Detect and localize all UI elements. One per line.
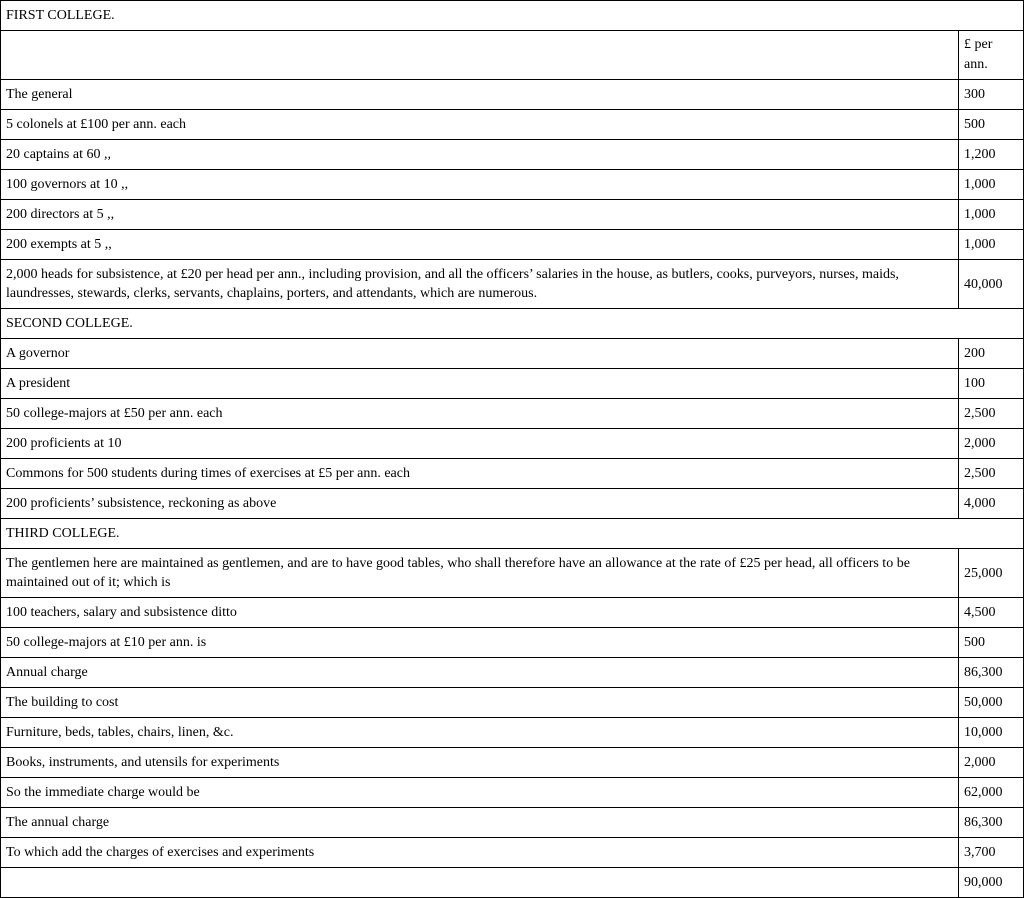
item-description: The building to cost [1,688,959,718]
item-amount: 2,500 [959,399,1024,429]
item-amount: 4,000 [959,489,1024,519]
item-amount: 10,000 [959,718,1024,748]
table-row [1,339,1024,369]
unit-currency-label: £ per [964,37,993,52]
section-title-row [1,519,1024,549]
item-amount: 40,000 [959,260,1024,309]
table-row [1,110,1024,140]
item-amount: 1,000 [959,200,1024,230]
summary-row [1,838,1024,868]
item-amount: 50,000 [959,688,1024,718]
table-row [1,170,1024,200]
section-title-row [1,1,1024,31]
section-title: SECOND COLLEGE. [1,309,1024,339]
item-description: 200 proficients’ subsistence, reckoning as above [1,489,959,519]
item-description: A governor [1,339,959,369]
item-description: 50 college-majors at £50 per ann. each [1,399,959,429]
item-amount: 500 [959,110,1024,140]
item-description: 5 colonels at £100 per ann. each [1,110,959,140]
item-description: Commons for 500 students during times of exercises at £5 per ann. each [1,459,959,489]
item-description: 100 teachers, salary and subsistence ditto [1,598,959,628]
summary-row [1,748,1024,778]
table-row [1,598,1024,628]
item-description: To which add the charges of exercises and experiments [1,838,959,868]
item-description: A president [1,369,959,399]
unit-header-blank-cell [1,31,959,80]
item-amount: 86,300 [959,658,1024,688]
summary-row [1,658,1024,688]
item-amount: 2,500 [959,459,1024,489]
table-row [1,628,1024,658]
item-description: The general [1,80,959,110]
item-amount: 1,200 [959,140,1024,170]
item-amount: 500 [959,628,1024,658]
item-amount: 100 [959,369,1024,399]
table-row [1,80,1024,110]
section-title-row [1,309,1024,339]
summary-row [1,808,1024,838]
unit-header-cell [959,31,1024,80]
item-amount: 1,000 [959,170,1024,200]
table-row [1,369,1024,399]
table-row [1,200,1024,230]
summary-row [1,718,1024,748]
summary-row [1,778,1024,808]
summary-row [1,688,1024,718]
item-description: Annual charge [1,658,959,688]
summary-row [1,868,1024,898]
unit-period-label: ann. [964,57,988,72]
table-row [1,399,1024,429]
item-description: Books, instruments, and utensils for experiments [1,748,959,778]
table-body [1,1,1024,898]
item-amount: 2,000 [959,429,1024,459]
item-amount: 2,000 [959,748,1024,778]
item-amount: 90,000 [959,868,1024,898]
item-description: 200 directors at 5 ,, [1,200,959,230]
item-description: The annual charge [1,808,959,838]
item-description: 200 proficients at 10 [1,429,959,459]
table-row [1,549,1024,598]
item-description [1,868,959,898]
table-row [1,140,1024,170]
item-amount: 62,000 [959,778,1024,808]
item-description: 2,000 heads for subsistence, at £20 per head per ann., including provision, and all the officers’ salaries in the house, as butlers, cooks, purveyors, nurses, maids, laundresses, stewards, clerks, servants, chaplains, porters, and attendants, which are numerous. [1,260,959,309]
table-row [1,459,1024,489]
table-row [1,429,1024,459]
item-description: The gentlemen here are maintained as gentlemen, and are to have good tables, who shall therefore have an allowance at the rate of £25 per head, all officers to be maintained out of it; which is [1,549,959,598]
table-row [1,489,1024,519]
unit-header-row [1,31,1024,80]
item-description: Furniture, beds, tables, chairs, linen, &c. [1,718,959,748]
item-amount: 4,500 [959,598,1024,628]
item-description: 50 college-majors at £10 per ann. is [1,628,959,658]
item-amount: 3,700 [959,838,1024,868]
item-description: 20 captains at 60 ,, [1,140,959,170]
section-title: FIRST COLLEGE. [1,1,1024,31]
item-amount: 200 [959,339,1024,369]
item-description: 200 exempts at 5 ,, [1,230,959,260]
table-row [1,230,1024,260]
table-row [1,260,1024,309]
item-description: 100 governors at 10 ,, [1,170,959,200]
section-title: THIRD COLLEGE. [1,519,1024,549]
item-amount: 86,300 [959,808,1024,838]
item-amount: 25,000 [959,549,1024,598]
item-description: So the immediate charge would be [1,778,959,808]
item-amount: 300 [959,80,1024,110]
item-amount: 1,000 [959,230,1024,260]
